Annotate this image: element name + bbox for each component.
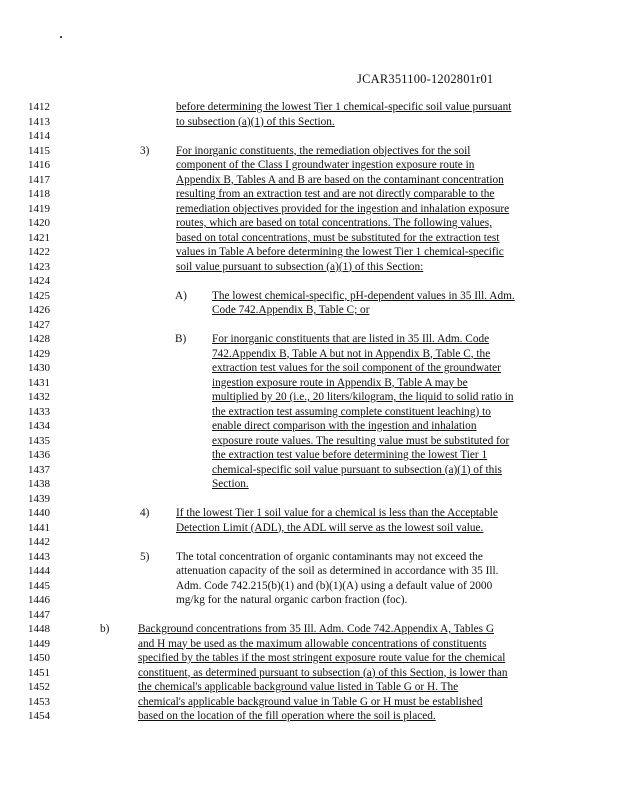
line-text: and H may be used as the maximum allowable concentrations of constituents [138, 637, 487, 650]
line-number: 1429 [28, 347, 50, 360]
line-number: 1433 [28, 405, 50, 418]
line-text: For inorganic constituents, the remediation objectives for the soil [176, 144, 471, 157]
line-text: chemical's applicable background value in Table G or H must be established [138, 695, 483, 708]
line-number: 1447 [28, 608, 50, 621]
document-line [0, 216, 618, 230]
line-text: 742.Appendix B, Table A but not in Appendix B, Table C, the [212, 347, 491, 360]
document-line [0, 100, 618, 114]
line-text: Background concentrations from 35 Ill. Adm. Code 742.Appendix A, Tables G [138, 623, 495, 635]
line-text: resulting from an extraction test and are not directly comparable to the [176, 188, 495, 200]
line-number: 1442 [28, 536, 50, 548]
line-text: the extraction test assuming complete constituent leaching) to [212, 405, 491, 418]
line-text: ingestion exposure route in Appendix B, Table A may be [212, 376, 468, 389]
line-text: exposure route values. The resulting value must be substituted for [212, 434, 510, 447]
document-line [0, 347, 618, 361]
line-text: values in Table A before determining the lowest Tier 1 chemical-specific [176, 246, 504, 258]
line-text: The total concentration of organic contaminants may not exceed the [176, 550, 483, 563]
line-number: 1445 [28, 579, 50, 592]
document-line [0, 463, 618, 477]
line-number: 1437 [28, 463, 50, 476]
document-line [0, 274, 618, 288]
line-text: routes, which are based on total concentrations. The following values, [176, 217, 493, 229]
document-line [0, 144, 618, 158]
document-line [0, 448, 618, 462]
line-number: 1449 [28, 637, 50, 650]
subsection-label: b) [100, 623, 110, 635]
line-number: 1422 [28, 246, 50, 258]
line-number: 1432 [28, 391, 50, 403]
line-text: remediation objectives provided for the ingestion and inhalation exposure [176, 202, 510, 215]
line-number: 1431 [28, 376, 50, 389]
subsection-label: A) [175, 289, 187, 302]
subsection-label: 4) [140, 507, 150, 519]
line-number: 1420 [28, 217, 50, 229]
document-line [0, 550, 618, 564]
document-line [0, 390, 618, 404]
document-line [0, 405, 618, 419]
document-line [0, 187, 618, 201]
document-line [0, 332, 618, 346]
line-text: soil value pursuant to subsection (a)(1) of this Section: [176, 260, 424, 273]
line-text: multiplied by 20 (i.e., 20 liters/kilogram, the liquid to solid ratio in [212, 391, 514, 403]
line-number: 1439 [28, 492, 50, 505]
line-number: 1441 [28, 521, 50, 534]
line-number: 1451 [28, 666, 50, 679]
line-text: before determining the lowest Tier 1 chemical-specific soil value pursuant [176, 101, 512, 113]
line-number: 1452 [28, 681, 50, 693]
line-number: 1423 [28, 260, 50, 273]
line-number: 1425 [28, 289, 50, 302]
document-line [0, 492, 618, 506]
line-number: 1417 [28, 173, 50, 186]
document-line [0, 608, 618, 622]
line-number: 1415 [28, 144, 50, 157]
line-number: 1450 [28, 652, 50, 664]
line-number: 1424 [28, 275, 50, 287]
line-number: 1443 [28, 550, 50, 563]
document-line [0, 564, 618, 578]
line-number: 1434 [28, 420, 50, 432]
line-number: 1421 [28, 231, 50, 244]
document-line [0, 303, 618, 317]
line-number: 1419 [28, 202, 50, 215]
document-line [0, 260, 618, 274]
line-number: 1428 [28, 333, 50, 345]
line-number: 1436 [28, 449, 50, 461]
line-text: mg/kg for the natural organic carbon fraction (foc). [176, 594, 408, 606]
line-number: 1413 [28, 115, 50, 128]
line-text: chemical-specific soil value pursuant to subsection (a)(1) of this [212, 463, 502, 476]
line-text: Code 742.Appendix B, Table C; or [212, 304, 370, 316]
line-number: 1448 [28, 623, 50, 635]
document-line [0, 477, 618, 491]
line-number: 1430 [28, 362, 50, 374]
document-line [0, 521, 618, 535]
line-text: component of the Class I groundwater ingestion exposure route in [176, 159, 475, 171]
document-line [0, 376, 618, 390]
scan-artifact-dot [60, 36, 62, 38]
line-text: For inorganic constituents that are listed in 35 Ill. Adm. Code [212, 333, 490, 345]
line-number: 1438 [28, 478, 50, 490]
document-line [0, 709, 618, 723]
line-text: specified by the tables if the most stringent exposure route value for the chemical [138, 652, 506, 664]
line-text: Detection Limit (ADL), the ADL will serve as the lowest soil value. [176, 521, 484, 534]
line-text: constituent, as determined pursuant to subsection (a) of this Section, is lower than [138, 666, 508, 679]
line-text: extraction test values for the soil component of the groundwater [212, 362, 501, 374]
line-text: attenuation capacity of the soil as determined in accordance with 35 Ill. [176, 565, 499, 577]
document-code-header: JCAR351100-1202801r01 [357, 72, 494, 86]
document-line [0, 535, 618, 549]
line-number: 1427 [28, 318, 50, 331]
document-line [0, 419, 618, 433]
line-text: to subsection (a)(1) of this Section. [176, 115, 335, 128]
line-number: 1453 [28, 695, 50, 708]
line-number: 1435 [28, 434, 50, 447]
document-line [0, 651, 618, 665]
document-line [0, 666, 618, 680]
line-text: enable direct comparison with the ingestion and inhalation [212, 420, 477, 432]
line-number: 1418 [28, 188, 50, 200]
line-number: 1414 [28, 130, 50, 142]
line-number: 1426 [28, 304, 50, 316]
document-line [0, 695, 618, 709]
line-text: the chemical's applicable background value listed in Table G or H. The [138, 681, 459, 693]
line-text: based on the location of the fill operation where the soil is placed. [138, 710, 436, 722]
document-line [0, 434, 618, 448]
line-number: 1454 [28, 710, 50, 722]
document-line [0, 622, 618, 636]
document-line [0, 231, 618, 245]
subsection-label: 3) [140, 144, 150, 157]
line-number: 1412 [28, 101, 50, 113]
document-line [0, 202, 618, 216]
line-text: Appendix B, Tables A and B are based on the contaminant concentration [176, 173, 504, 186]
document-line [0, 289, 618, 303]
document-line [0, 129, 618, 143]
line-number: 1416 [28, 159, 50, 171]
document-line [0, 579, 618, 593]
line-number: 1446 [28, 594, 50, 606]
subsection-label: 5) [140, 550, 150, 563]
document-line [0, 361, 618, 375]
subsection-label: B) [175, 333, 187, 345]
document-line [0, 158, 618, 172]
document-line [0, 245, 618, 259]
document-line [0, 637, 618, 651]
document-line [0, 593, 618, 607]
document-line [0, 680, 618, 694]
document-line [0, 115, 618, 129]
line-text: The lowest chemical-specific, pH-dependent values in 35 Ill. Adm. [212, 289, 515, 302]
line-text: Section. [212, 478, 249, 490]
document-line [0, 318, 618, 332]
line-text: based on total concentrations, must be substituted for the extraction test [176, 231, 500, 244]
line-number: 1440 [28, 507, 50, 519]
line-text: Adm. Code 742.215(b)(1) and (b)(1)(A) using a default value of 2000 [176, 579, 493, 592]
line-number: 1444 [28, 565, 50, 577]
line-text: If the lowest Tier 1 soil value for a chemical is less than the Acceptable [176, 507, 498, 519]
document-line [0, 506, 618, 520]
line-text: the extraction test value before determining the lowest Tier 1 [212, 449, 488, 461]
document-line [0, 173, 618, 187]
